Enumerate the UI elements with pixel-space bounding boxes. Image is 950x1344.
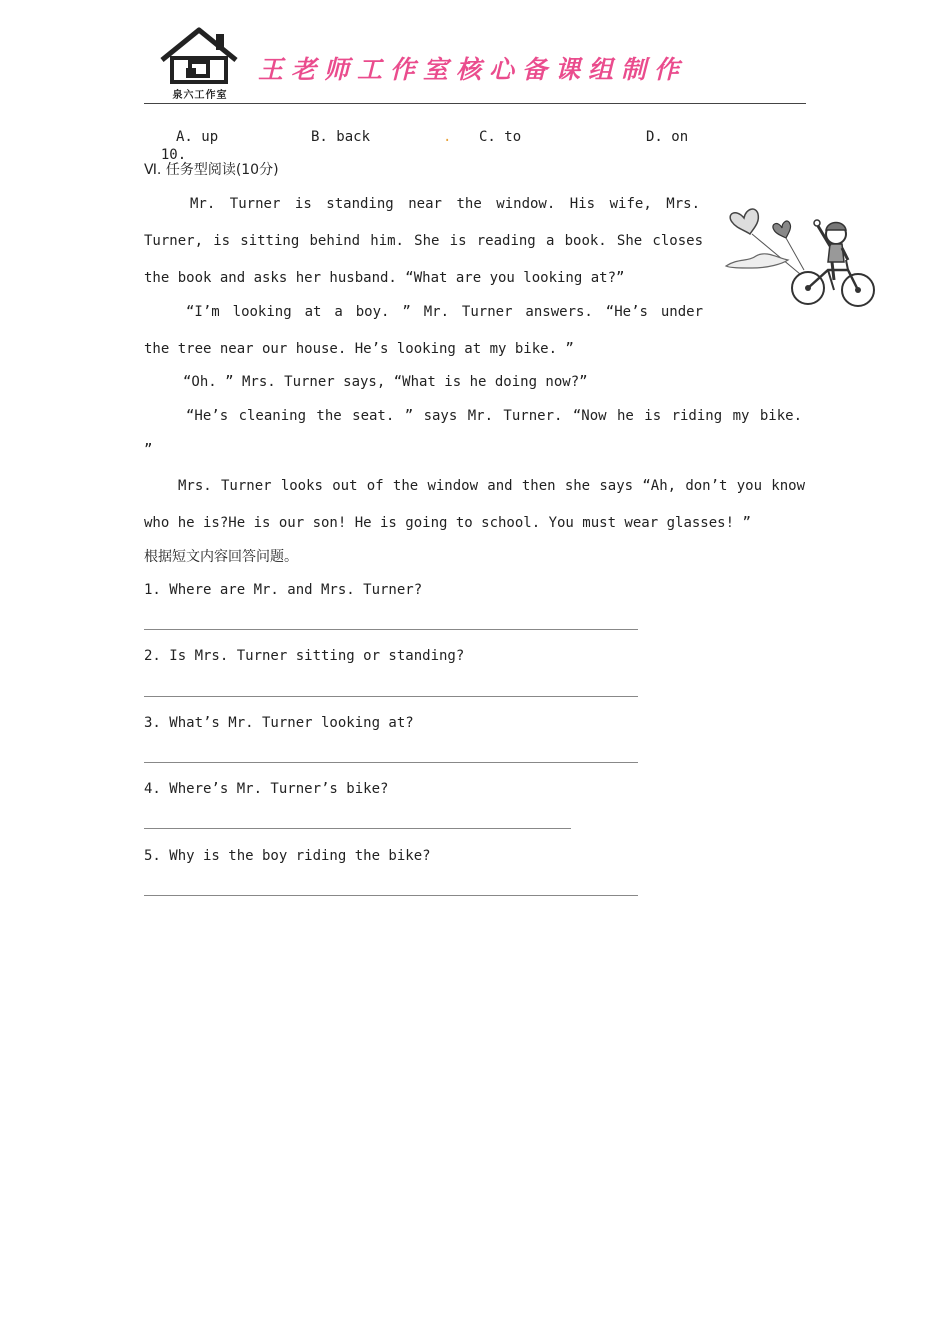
answer-line-1[interactable] bbox=[144, 629, 638, 630]
passage-line: ” bbox=[144, 442, 153, 458]
option-c bbox=[479, 128, 521, 146]
logo-caption: 泉六工作室 bbox=[172, 90, 228, 101]
question-5: 5. Why is the boy riding the bike? bbox=[144, 848, 431, 864]
option-text: up bbox=[201, 129, 219, 145]
passage-line: Mrs. Turner looks out of the window and then she says “Ah, don’t you know bbox=[178, 478, 805, 494]
boy-riding-bike-icon bbox=[722, 200, 878, 312]
option-d bbox=[646, 128, 688, 146]
question-3: 3. What’s Mr. Turner looking at? bbox=[144, 715, 414, 731]
question-number: 10. bbox=[160, 147, 187, 163]
header-divider bbox=[144, 103, 806, 104]
answer-line-2[interactable] bbox=[144, 696, 638, 697]
passage-line: the book and asks her husband. “What are you looking at?” bbox=[144, 270, 625, 286]
option-b bbox=[311, 128, 370, 146]
question-2: 2. Is Mrs. Turner sitting or standing? bbox=[144, 648, 465, 664]
section-title: Ⅵ. 任务型阅读(10分) bbox=[144, 162, 279, 178]
page-header bbox=[144, 24, 806, 106]
question-1: 1. Where are Mr. and Mrs. Turner? bbox=[144, 582, 423, 598]
option-text: on bbox=[671, 129, 689, 145]
passage-line: “I’m looking at a boy. ” Mr. Turner answers. “He’s under bbox=[186, 304, 703, 320]
instruction-text: 根据短文内容回答问题。 bbox=[144, 549, 298, 565]
option-letter: A. bbox=[176, 129, 193, 145]
question-4: 4. Where’s Mr. Turner’s bike? bbox=[144, 781, 389, 797]
answer-line-5[interactable] bbox=[144, 895, 638, 896]
option-letter: D. bbox=[646, 129, 663, 145]
passage-line: Mr. Turner is standing near the window. His wife, Mrs. bbox=[190, 196, 700, 212]
option-text: to bbox=[504, 129, 522, 145]
option-letter: B. bbox=[311, 129, 328, 145]
option-a bbox=[176, 128, 218, 146]
option-text: back bbox=[336, 129, 371, 145]
passage-line: Turner, is sitting behind him. She is reading a book. She closes bbox=[144, 233, 703, 249]
passage-line: “Oh. ” Mrs. Turner says, “What is he doing now?” bbox=[183, 374, 588, 390]
passage-line: the tree near our house. He’s looking at my bike. ” bbox=[144, 341, 574, 357]
answer-line-3[interactable] bbox=[144, 762, 638, 763]
passage-line: who he is?He is our son! He is going to school. You must wear glasses! ” bbox=[144, 515, 751, 531]
answer-line-4[interactable] bbox=[144, 828, 571, 829]
passage-line: “He’s cleaning the seat. ” says Mr. Turner. “Now he is riding my bike. bbox=[186, 408, 802, 424]
option-letter: C. bbox=[479, 129, 496, 145]
mark-dot: . bbox=[443, 129, 452, 145]
header-title: 王老师工作室核心备课组制作 bbox=[258, 55, 688, 84]
